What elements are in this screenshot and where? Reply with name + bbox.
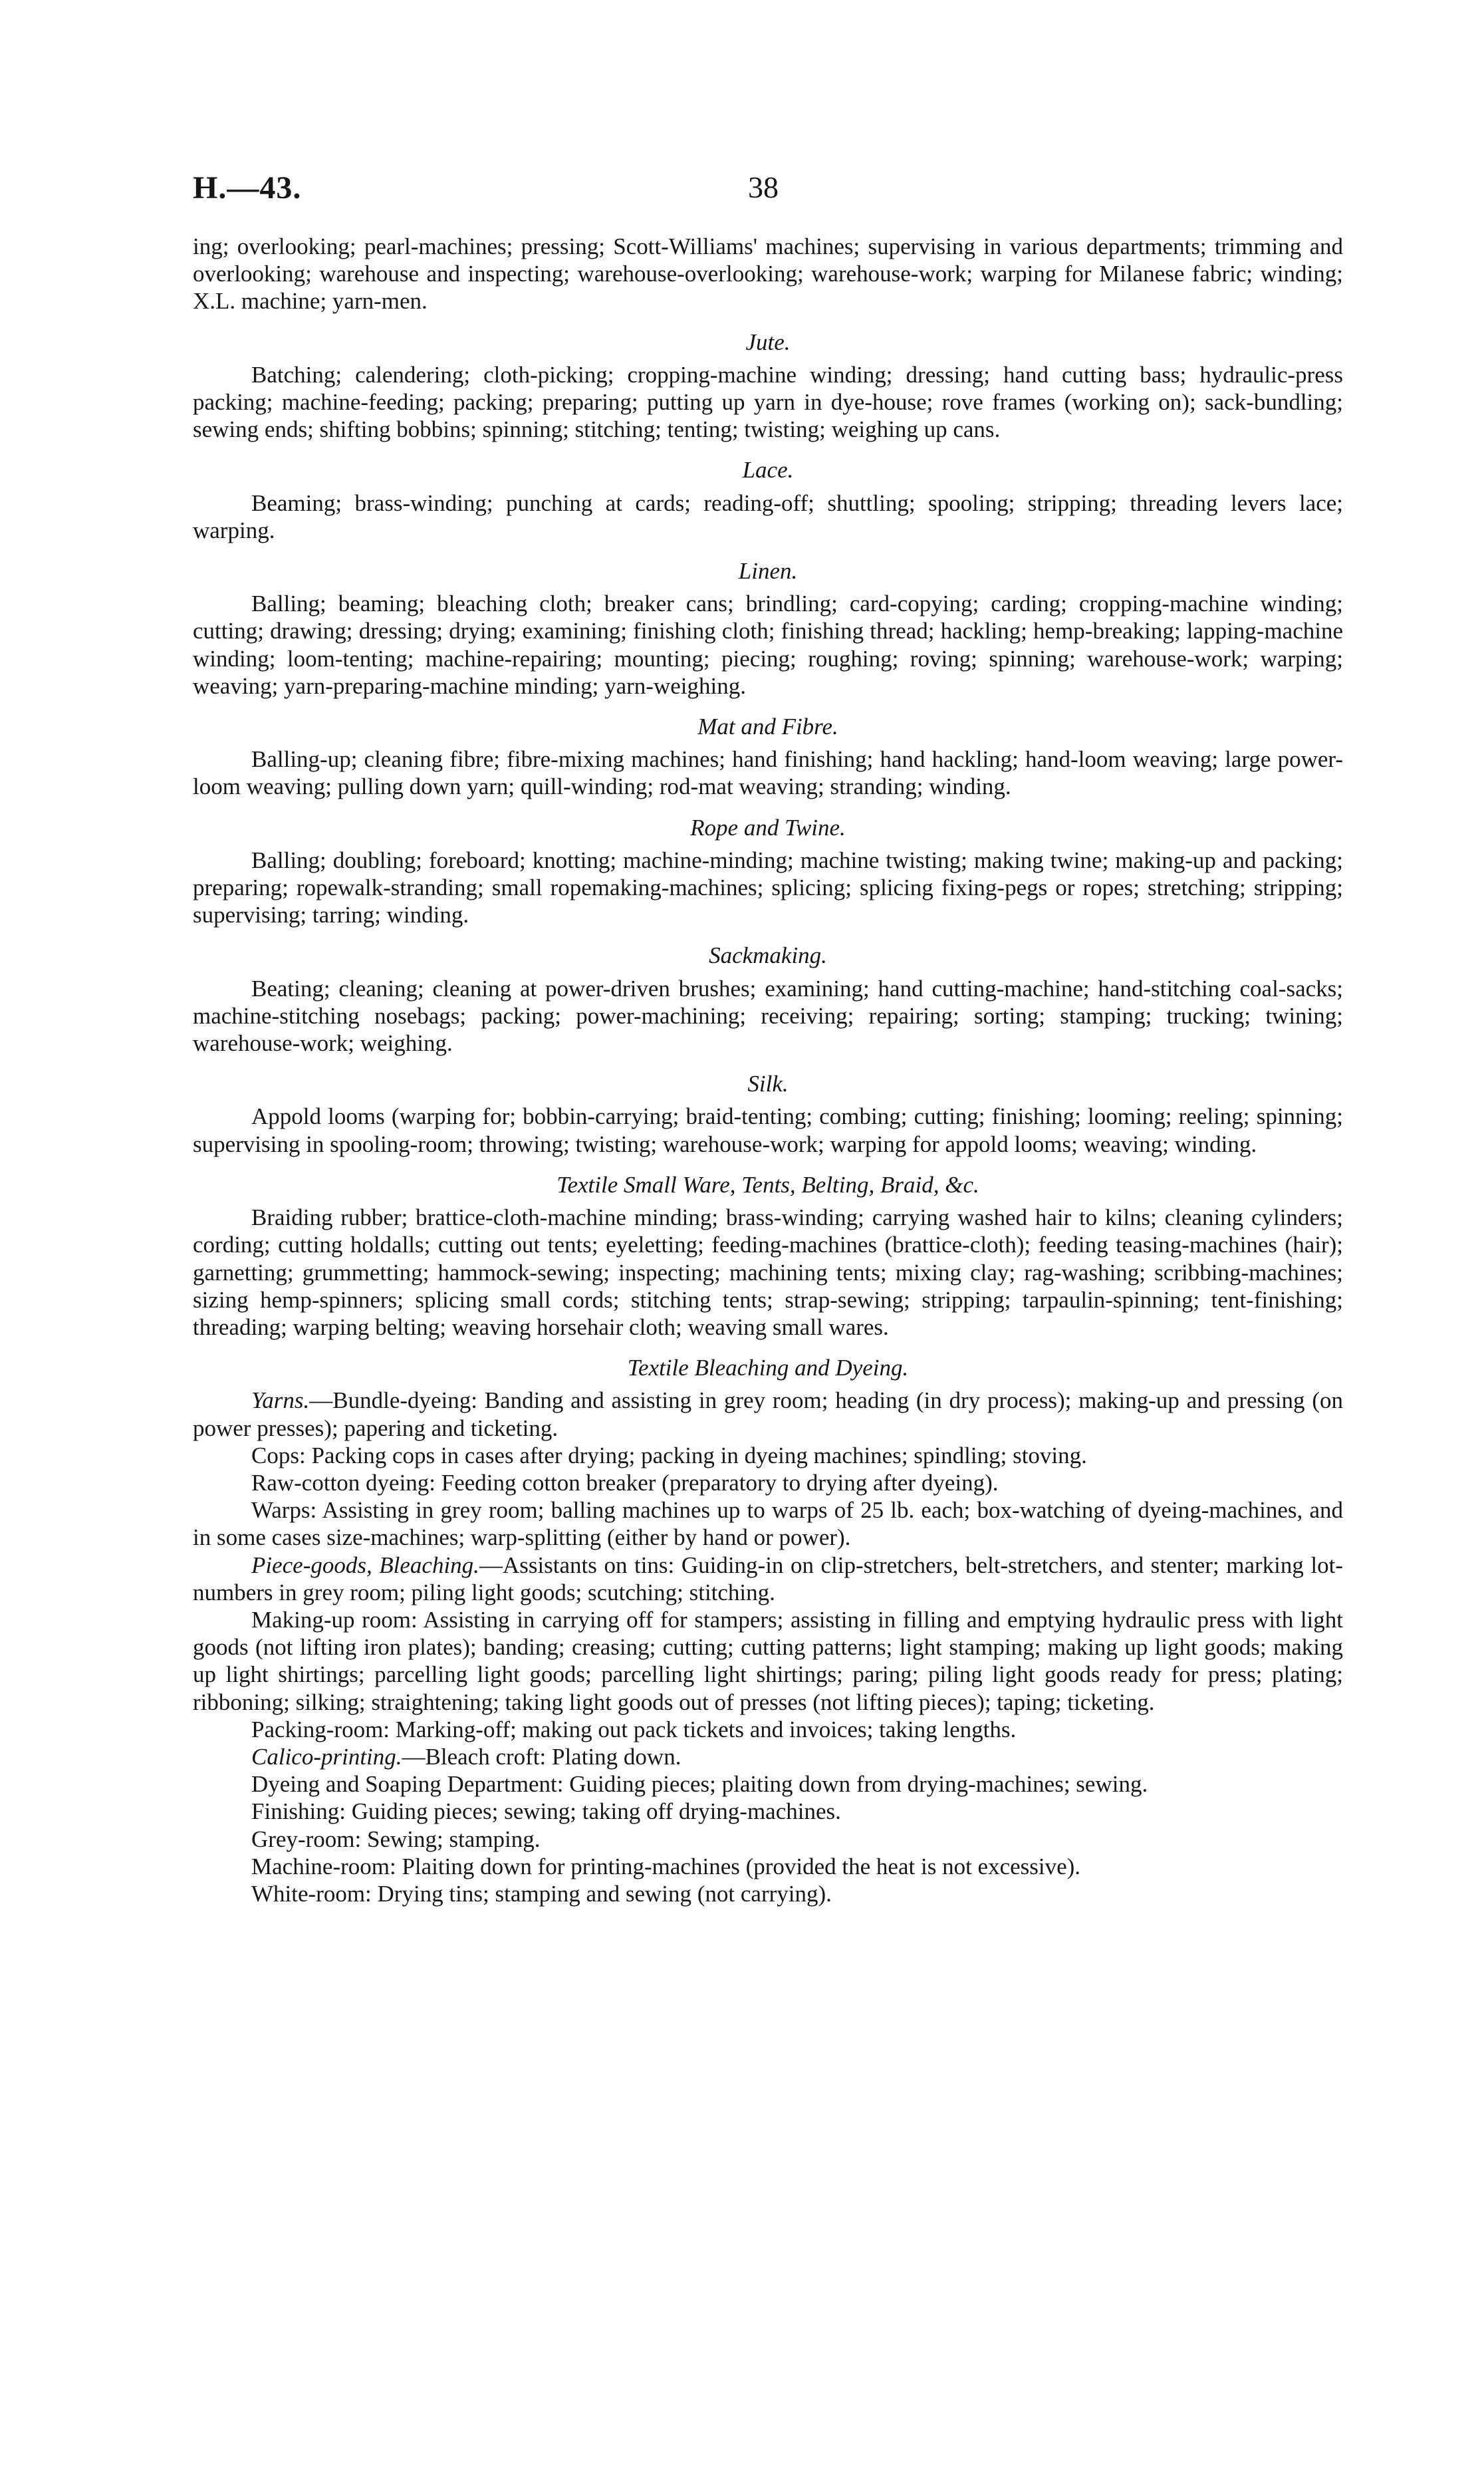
section-heading-silk: Silk. bbox=[747, 1071, 789, 1097]
section-heading-jute: Jute. bbox=[745, 329, 791, 355]
section-text-lace: Beaming; brass-winding; punching at cards; reading-off; shuttling; spooling; stripping; threading levers lace; warping. bbox=[193, 489, 1343, 543]
cops-paragraph: Cops: Packing cops in cases after drying; packing in dyeing machines; spindling; stoving. bbox=[251, 1442, 1087, 1468]
yarns-text: —Bundle-dyeing: Banding and assisting in grey room; heading (in dry process); making-up and pressing (on power presses); papering and ticketing. bbox=[193, 1387, 1343, 1441]
intro-continuation: ing; overlooking; pearl-machines; pressing; Scott-Williams' machines; supervising in various departments; trimming and overlooking; warehouse and inspecting; warehouse-overlooking; warehouse-work; warping for Milanese fabric; winding; X.L. machine; yarn-men. bbox=[193, 233, 1343, 315]
document-reference: H.—43. bbox=[193, 170, 302, 206]
packing-room-paragraph: Packing-room: Marking-off; making out pack tickets and invoices; taking lengths. bbox=[251, 1716, 1017, 1742]
yarns-paragraph bbox=[193, 1387, 1343, 1441]
grey-room-paragraph: Grey-room: Sewing; stamping. bbox=[251, 1826, 541, 1852]
piece-goods-text: —Assistants on tins: Guiding-in on clip-stretchers, belt-stretchers, and stenter; marking lot-numbers in grey room; piling light goods; scutching; stitching. bbox=[193, 1552, 1344, 1605]
section-heading-sackmaking: Sackmaking. bbox=[709, 942, 827, 969]
section-heading-lace: Lace. bbox=[742, 457, 794, 483]
making-up-paragraph: Making-up room: Assisting in carrying off for stampers; assisting in filling and emptying hydraulic press with light goods (not lifting iron plates); banding; creasing; cutting; cutting patterns; light stamping; making up light goods; making up light shirtings; parcelling light goods; parcelling light shirtings; paring; piling light goods ready for press; plating; ribboning; silking; straightening; taking light goods out of presses (not lifting pieces); taping; ticketing. bbox=[193, 1606, 1343, 1715]
section-heading-bleaching-dyeing: Textile Bleaching and Dyeing. bbox=[627, 1355, 909, 1381]
yarns-label: Yarns. bbox=[251, 1387, 310, 1414]
calico-label: Calico-printing. bbox=[251, 1743, 402, 1770]
warps-paragraph: Warps: Assisting in grey room; balling machines up to warps of 25 lb. each; box-watching of dyeing-machines, and in some cases size-machines; warp-splitting (either by hand or power). bbox=[193, 1497, 1343, 1551]
section-text-mat-fibre: Balling-up; cleaning fibre; fibre-mixing machines; hand finishing; hand hackling; hand-loom weaving; large power-loom weaving; pulling down yarn; quill-winding; rod-mat weaving; stranding; winding. bbox=[193, 746, 1343, 800]
calico-paragraph bbox=[193, 1743, 1343, 1770]
raw-cotton-paragraph: Raw-cotton dyeing: Feeding cotton breaker (preparatory to drying after dyeing). bbox=[251, 1469, 999, 1496]
section-heading-rope-twine: Rope and Twine. bbox=[690, 814, 846, 841]
page-header bbox=[193, 170, 1343, 216]
section-heading-mat-fibre: Mat and Fibre. bbox=[697, 714, 838, 740]
section-text-rope-twine: Balling; doubling; foreboard; knotting; machine-minding; machine twisting; making twine; making-up and packing; preparing; ropewalk-stranding; small ropemaking-machines; splicing; splicing fixing-pegs or ropes; stretching; stripping; supervising; tarring; winding. bbox=[193, 847, 1343, 928]
section-text-jute: Batching; calendering; cloth-picking; cropping-machine winding; dressing; hand cutting bass; hydraulic-press packing; machine-feeding; packing; preparing; putting up yarn in dye-house; rove frames (working on); sack-bundling; sewing ends; shifting bobbins; spinning; stitching; tenting; twisting; weighing up cans. bbox=[193, 361, 1343, 443]
piece-goods-label: Piece-goods, Bleaching. bbox=[251, 1552, 479, 1578]
section-text-silk: Appold looms (warping for; bobbin-carrying; braid-tenting; combing; cutting; finishing; looming; reeling; spinning; supervising in spooling-room; throwing; twisting; warehouse-work; warping for appold looms; weaving; winding. bbox=[193, 1103, 1343, 1157]
machine-room-paragraph: Machine-room: Plaiting down for printing-machines (provided the heat is not excessive). bbox=[251, 1853, 1081, 1879]
section-text-sackmaking: Beating; cleaning; cleaning at power-driven brushes; examining; hand cutting-machine; hand-stitching coal-sacks; machine-stitching nosebags; packing; power-machining; receiving; repairing; sorting; stamping; trucking; twining; warehouse-work; weighing. bbox=[193, 975, 1343, 1057]
section-heading-textile-small-ware: Textile Small Ware, Tents, Belting, Braid, &c. bbox=[556, 1171, 979, 1198]
calico-text: —Bleach croft: Plating down. bbox=[402, 1743, 681, 1770]
white-room-paragraph: White-room: Drying tins; stamping and sewing (not carrying). bbox=[251, 1880, 832, 1907]
finishing-paragraph: Finishing: Guiding pieces; sewing; taking off drying-machines. bbox=[251, 1798, 841, 1825]
section-text-linen: Balling; beaming; bleaching cloth; breaker cans; brindling; card-copying; carding; cropping-machine winding; cutting; drawing; dressing; drying; examining; finishing cloth; finishing thread; hackling; hemp-breaking; lapping-machine winding; loom-tenting; machine-repairing; mounting; piecing; roughing; roving; spinning; warehouse-work; warping; weaving; yarn-preparing-machine minding; yarn-weighing. bbox=[193, 591, 1343, 699]
page-number: 38 bbox=[748, 170, 779, 204]
section-text-textile-small-ware: Braiding rubber; brattice-cloth-machine minding; brass-winding; carrying washed hair to kilns; cleaning cylinders; cording; cutting holdalls; cutting out tents; eyeletting; feeding-machines (brattice-cloth); feeding teasing-machines (hair); garnetting; grummetting; hammock-sewing; inspecting; machining tents; mixing clay; rag-washing; scribbing-machines; sizing hemp-spinners; splicing small cords; stitching tents; strap-sewing; stripping; tarpaulin-spinning; tent-finishing; threading; warping belting; weaving horsehair cloth; weaving small wares. bbox=[193, 1204, 1343, 1340]
dyeing-soaping-paragraph: Dyeing and Soaping Department: Guiding pieces; plaiting down from drying-machines; sewing. bbox=[251, 1771, 1148, 1798]
section-heading-linen: Linen. bbox=[738, 558, 798, 585]
piece-goods-paragraph bbox=[193, 1552, 1343, 1606]
page-body bbox=[193, 233, 1343, 1907]
